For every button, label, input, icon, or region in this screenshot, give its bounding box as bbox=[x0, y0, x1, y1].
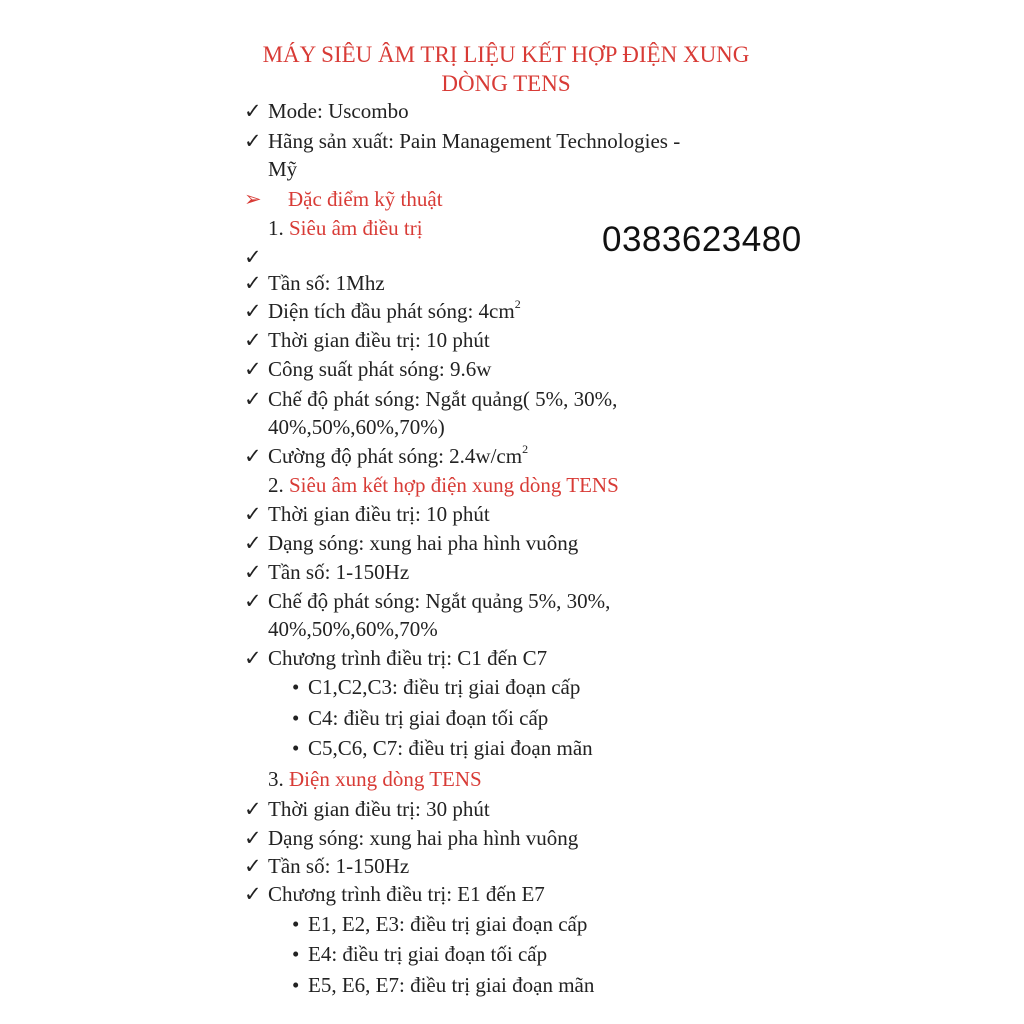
check-icon: ✓ bbox=[244, 560, 262, 584]
section-1-heading: Siêu âm điều trị bbox=[289, 216, 423, 240]
s3-program-row bbox=[244, 880, 545, 909]
list-item bbox=[292, 734, 593, 763]
list-item-text: E4: điều trị giai đoạn tối cấp bbox=[308, 942, 548, 966]
section-1-heading-row bbox=[268, 214, 423, 243]
s2-time: Thời gian điều trị: 10 phút bbox=[268, 502, 490, 526]
check-icon: ✓ bbox=[244, 882, 262, 906]
s1-power: Công suất phát sóng: 9.6w bbox=[268, 357, 492, 381]
s2-wave-row bbox=[244, 529, 578, 558]
check-icon: ✓ bbox=[244, 245, 262, 269]
s1-area-superscript: 2 bbox=[514, 297, 521, 311]
list-item-text: E1, E2, E3: điều trị giai đoạn cấp bbox=[308, 912, 588, 936]
s1-mode-row bbox=[244, 385, 617, 414]
bullet-icon: • bbox=[292, 675, 300, 699]
specs-heading-row bbox=[244, 185, 443, 214]
specs-heading: Đặc điểm kỹ thuật bbox=[288, 187, 443, 211]
s3-time: Thời gian điều trị: 30 phút bbox=[268, 797, 490, 821]
s2-freq: Tần số: 1-150Hz bbox=[268, 560, 410, 584]
s1-freq: Tần số: 1Mhz bbox=[268, 271, 385, 295]
section-2-number: 2. bbox=[268, 473, 284, 497]
list-item bbox=[292, 673, 580, 702]
s2-mode: Chế độ phát sóng: Ngắt quảng 5%, 30%, bbox=[268, 589, 611, 613]
section-3-heading-row bbox=[268, 765, 482, 794]
arrow-icon: ➢ bbox=[244, 187, 262, 211]
check-icon: ✓ bbox=[244, 797, 262, 821]
bullet-icon: • bbox=[292, 973, 300, 997]
section-2-heading-row bbox=[268, 471, 619, 500]
bullet-icon: • bbox=[292, 736, 300, 760]
check-icon: ✓ bbox=[244, 129, 262, 153]
list-item-text: E5, E6, E7: điều trị giai đoạn mãn bbox=[308, 973, 595, 997]
bullet-icon: • bbox=[292, 912, 300, 936]
check-icon: ✓ bbox=[244, 299, 262, 323]
check-icon: ✓ bbox=[244, 531, 262, 555]
s1-power-row bbox=[244, 355, 491, 384]
check-icon: ✓ bbox=[244, 271, 262, 295]
s2-program-row bbox=[244, 644, 547, 673]
mode-text: Mode: Uscombo bbox=[268, 99, 409, 123]
check-icon: ✓ bbox=[244, 328, 262, 352]
s2-time-row bbox=[244, 500, 490, 529]
s3-freq-row bbox=[244, 852, 409, 881]
s3-wave: Dạng sóng: xung hai pha hình vuông bbox=[268, 826, 579, 850]
list-item bbox=[292, 910, 587, 939]
s1-time-row bbox=[244, 326, 490, 355]
s1-area-row bbox=[244, 297, 521, 326]
s3-program: Chương trình điều trị: E1 đến E7 bbox=[268, 882, 545, 906]
s1-intensity-superscript: 2 bbox=[522, 442, 529, 456]
s3-time-row bbox=[244, 795, 490, 824]
check-icon: ✓ bbox=[244, 854, 262, 878]
title-line-2: DÒNG TENS bbox=[441, 71, 571, 96]
bullet-icon: • bbox=[292, 942, 300, 966]
check-icon: ✓ bbox=[244, 387, 262, 411]
maker-row bbox=[244, 127, 680, 156]
maker-text: Hãng sản xuất: Pain Management Technologies - bbox=[268, 129, 681, 153]
s1-time: Thời gian điều trị: 10 phút bbox=[268, 328, 490, 352]
s2-wave: Dạng sóng: xung hai pha hình vuông bbox=[268, 531, 579, 555]
check-icon: ✓ bbox=[244, 502, 262, 526]
section-1-number: 1. bbox=[268, 216, 284, 240]
s2-mode-row bbox=[244, 587, 610, 616]
s2-mode-cont: 40%,50%,60%,70% bbox=[268, 617, 438, 641]
s2-freq-row bbox=[244, 558, 409, 587]
list-item bbox=[292, 940, 547, 969]
check-icon: ✓ bbox=[244, 826, 262, 850]
s1-mode: Chế độ phát sóng: Ngắt quảng( 5%, 30%, bbox=[268, 387, 618, 411]
list-item-text: C1,C2,C3: điều trị giai đoạn cấp bbox=[308, 675, 581, 699]
s1-mode-cont: 40%,50%,60%,70%) bbox=[268, 415, 445, 439]
s1-intensity-row bbox=[244, 442, 528, 471]
maker-row-cont: Mỹ bbox=[268, 157, 298, 181]
empty-check-row bbox=[244, 243, 268, 272]
section-2-heading: Siêu âm kết hợp điện xung dòng TENS bbox=[289, 473, 619, 497]
phone-number: 0383623480 bbox=[602, 220, 802, 259]
list-item bbox=[292, 971, 594, 1000]
list-item-text: C4: điều trị giai đoạn tối cấp bbox=[308, 706, 549, 730]
list-item-text: C5,C6, C7: điều trị giai đoạn mãn bbox=[308, 736, 593, 760]
s2-program: Chương trình điều trị: C1 đến C7 bbox=[268, 646, 548, 670]
mode-row bbox=[244, 97, 409, 126]
check-icon: ✓ bbox=[244, 444, 262, 468]
check-icon: ✓ bbox=[244, 589, 262, 613]
s3-wave-row bbox=[244, 824, 578, 853]
check-icon: ✓ bbox=[244, 99, 262, 123]
bullet-icon: • bbox=[292, 706, 300, 730]
section-3-heading: Điện xung dòng TENS bbox=[289, 767, 482, 791]
check-icon: ✓ bbox=[244, 646, 262, 670]
section-3-number: 3. bbox=[268, 767, 284, 791]
s1-freq-row bbox=[244, 269, 385, 298]
check-icon: ✓ bbox=[244, 357, 262, 381]
s1-area: Diện tích đầu phát sóng: 4cm bbox=[268, 299, 515, 323]
title-line-1: MÁY SIÊU ÂM TRỊ LIỆU KẾT HỢP ĐIỆN XUNG bbox=[262, 42, 750, 67]
s3-freq: Tần số: 1-150Hz bbox=[268, 854, 410, 878]
s1-intensity: Cường độ phát sóng: 2.4w/cm bbox=[268, 444, 523, 468]
list-item bbox=[292, 704, 548, 733]
